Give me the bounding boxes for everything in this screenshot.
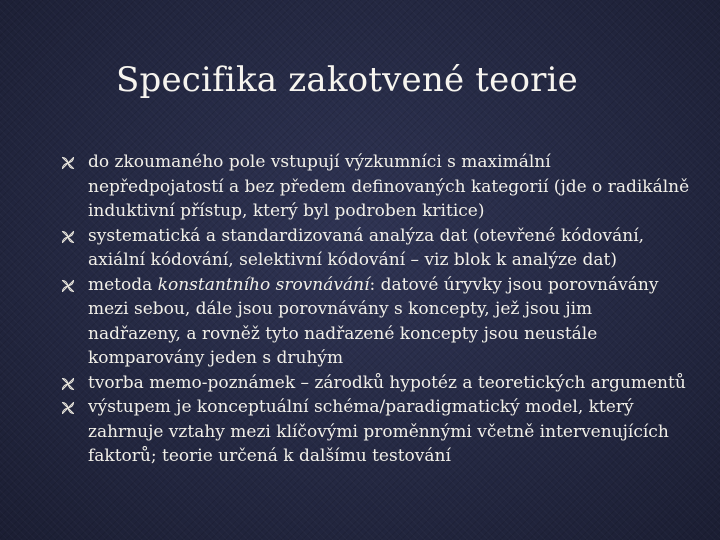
bullet-item — [60, 395, 690, 469]
bullet-list — [60, 150, 690, 469]
bullet-text-emphasis: konstantního srovnávání — [157, 274, 370, 295]
bullet-text-prefix: metoda — [88, 274, 158, 295]
bullet-item — [60, 224, 690, 273]
bullet-text: systematická a standardizovaná analýza dat (otevřené kódování, axiální kódování, selektivní kódování – viz blok k analýze dat) — [88, 225, 645, 270]
ornamental-pinwheel-icon — [60, 400, 76, 416]
ornamental-pinwheel-icon — [60, 229, 76, 245]
bullet-text: tvorba memo-poznámek – zárodků hypotéz a teoretických argumentů — [88, 372, 686, 393]
bullet-text: do zkoumaného pole vstupují výzkumníci s maximální nepředpojatostí a bez předem definovaných kategorií (jde o radikálně induktivní přístup, který byl podroben kritice) — [88, 152, 690, 221]
bullet-text-suffix: : datové úryvky jsou porovnávány mezi sebou, dále jsou porovnávány s koncepty, jež jsou jim nadřazeny, a rovněž tyto nadřazené koncepty jsou neustále komparovány jeden s druhým — [88, 274, 659, 368]
bullet-item — [60, 371, 690, 396]
ornamental-pinwheel-icon — [60, 155, 76, 171]
slide-title: Specifika zakotvené teorie — [116, 60, 579, 100]
bullet-item — [60, 150, 690, 224]
bullet-text: výstupem je konceptuální schéma/paradigmatický model, který zahrnuje vztahy mezi klíčovými proměnnými včetně intervenujících faktorů; teorie určená k dalšímu testování — [88, 397, 669, 466]
ornamental-pinwheel-icon — [60, 376, 76, 392]
ornamental-pinwheel-icon — [60, 278, 76, 294]
bullet-item — [60, 273, 690, 371]
